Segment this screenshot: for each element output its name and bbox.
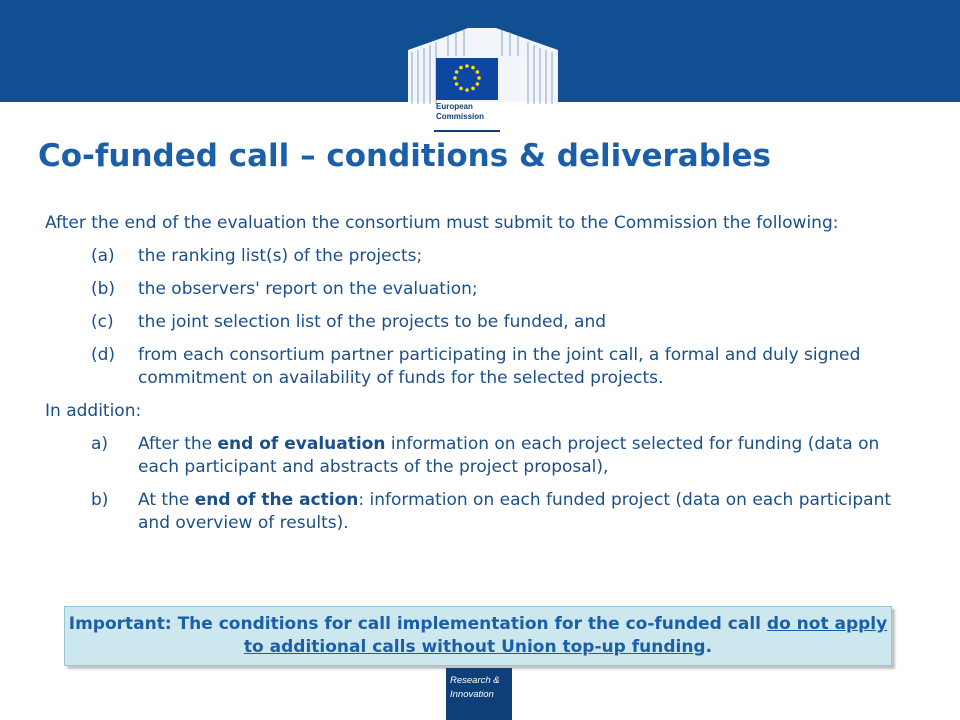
addition-text — [138, 433, 905, 479]
addition-heading: In addition: — [45, 401, 142, 421]
list-text: the observers' report on the evaluation; — [138, 279, 478, 299]
logo-text-line2: Commission — [436, 112, 485, 121]
commission-logo-text — [436, 102, 484, 122]
list-marker: (a) — [91, 246, 115, 266]
addition-text-post: : information on each funded project (data on each participant and overview of results). — [138, 490, 892, 533]
list-marker: (b) — [91, 279, 116, 299]
addition-marker: b) — [91, 490, 109, 510]
addition-text-post: information on each project selected for funding (data on each participant and abstracts of the project proposal), — [138, 434, 880, 477]
important-callout — [64, 606, 892, 666]
addition-item — [91, 433, 905, 479]
slide-body — [45, 212, 905, 545]
slide-title: Co-funded call – conditions & deliverables — [38, 138, 772, 174]
addition-text-bold: end of the action — [194, 490, 359, 510]
european-commission-logo — [398, 20, 570, 136]
addition-text-pre: After the — [138, 434, 218, 454]
list-item — [91, 311, 905, 334]
addition-text — [138, 489, 905, 535]
callout-underlined-text: do not apply to additional calls without Union top-up funding — [243, 614, 888, 657]
badge-line1: Research & — [450, 675, 500, 686]
list-text: from each consortium partner participating in the joint call, a formal and duly signed commitment on availability of funds for the selected projects. — [138, 345, 861, 388]
addition-item — [91, 489, 905, 535]
callout-end: . — [705, 637, 713, 657]
list-item — [91, 278, 905, 301]
list-text: the ranking list(s) of the projects; — [138, 246, 423, 266]
intro-paragraph: After the end of the evaluation the consortium must submit to the Commission the following: — [45, 213, 839, 233]
addition-marker: a) — [91, 434, 109, 454]
callout-text: Important: The conditions for call implementation for the co-funded call — [68, 614, 767, 634]
logo-text-line1: European — [436, 102, 473, 111]
list-text: the joint selection list of the projects to be funded, and — [138, 312, 607, 332]
list-marker: (c) — [91, 312, 114, 332]
addition-text-bold: end of evaluation — [217, 434, 386, 454]
list-item — [91, 245, 905, 268]
research-innovation-badge — [446, 668, 512, 720]
badge-text — [450, 674, 500, 702]
list-marker: (d) — [91, 345, 116, 365]
badge-line2: Innovation — [450, 689, 494, 700]
list-item — [91, 344, 905, 390]
addition-text-pre: At the — [138, 490, 195, 510]
